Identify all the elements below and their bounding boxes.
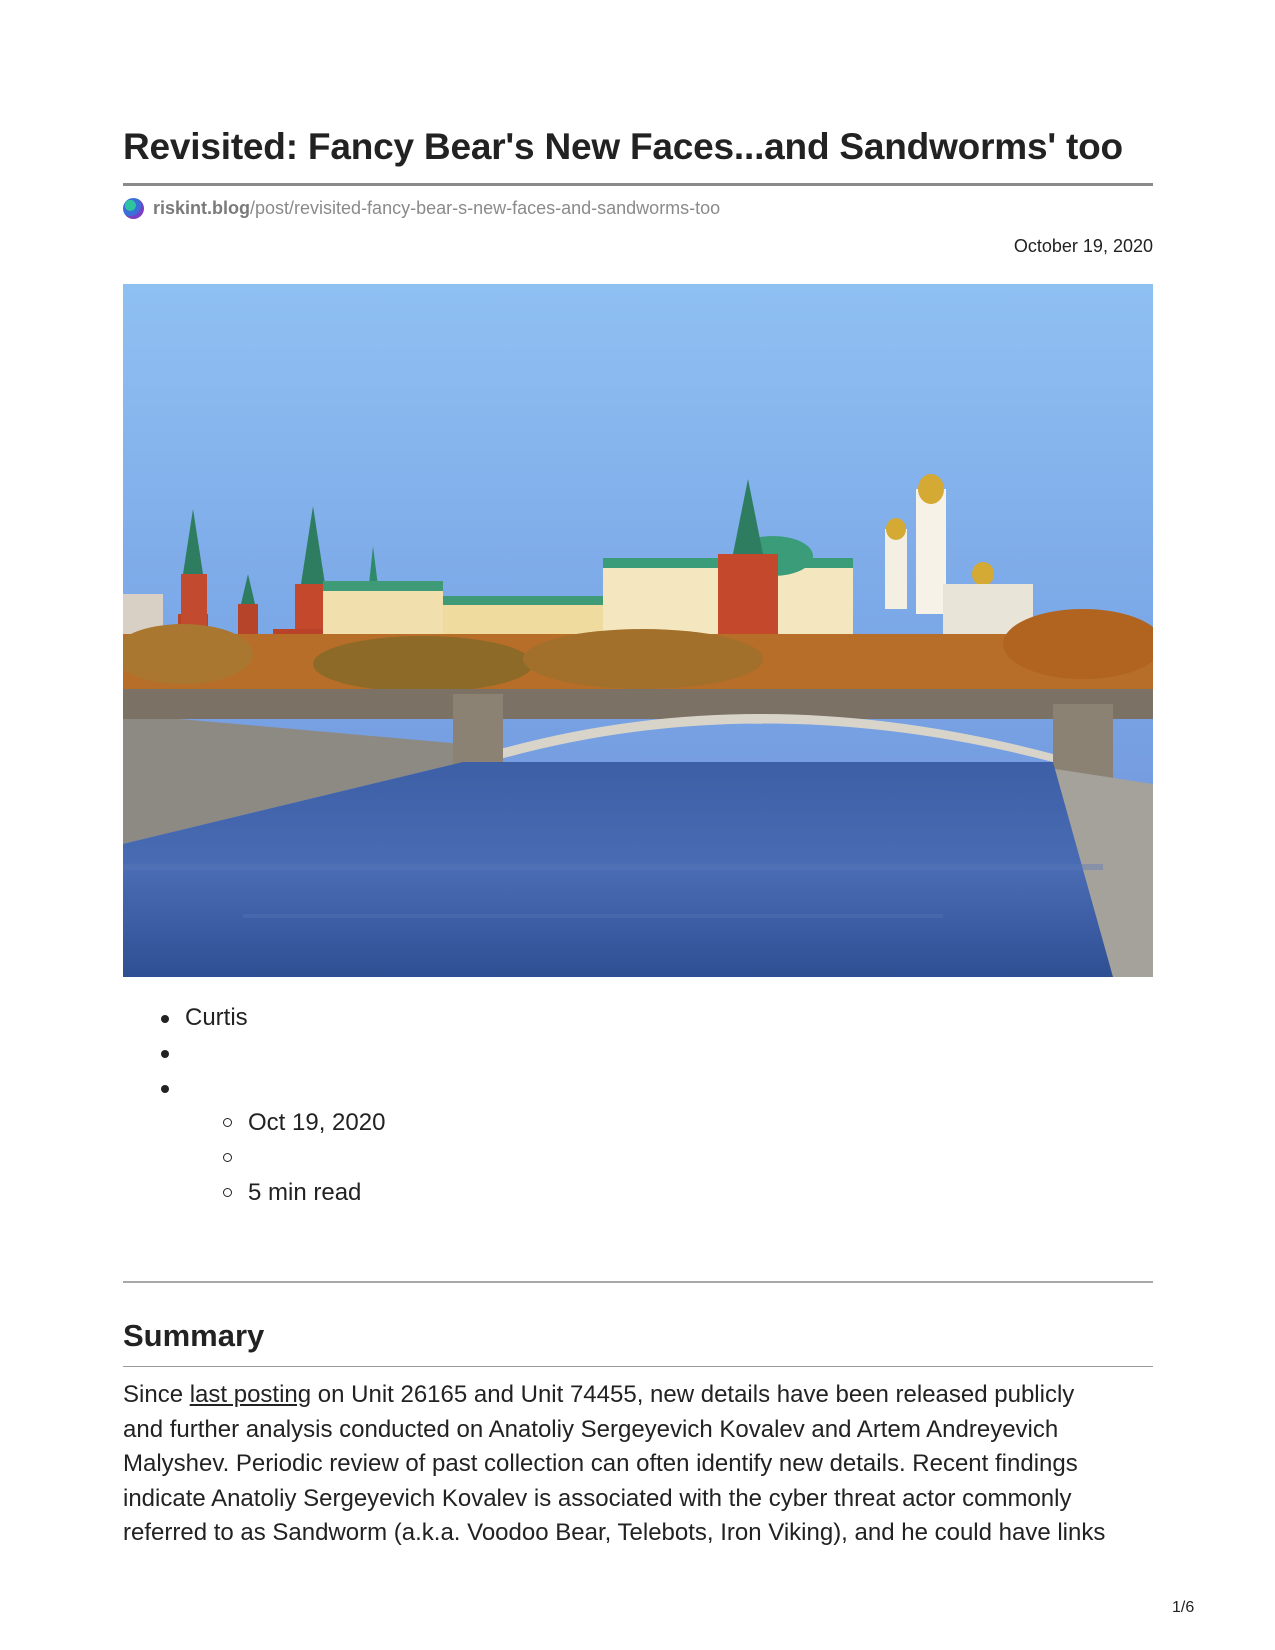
publish-date: October 19, 2020 xyxy=(1013,236,1153,256)
summary-heading-divider xyxy=(123,1366,1153,1367)
section-divider xyxy=(123,1281,1153,1283)
read-time-item: 5 min read xyxy=(123,1175,723,1210)
source-url[interactable] xyxy=(123,197,720,219)
summary-text: on Unit 26165 and Unit 74455, new details have been released publicly xyxy=(311,1381,1075,1408)
source-path[interactable]: /post/revisited-fancy-bear-s-new-faces-and-sandworms-too xyxy=(250,197,721,218)
author-item[interactable]: Curtis xyxy=(123,1000,723,1035)
meta-sub-empty xyxy=(123,1140,723,1175)
hero-image xyxy=(123,284,1153,977)
summary-text: Since xyxy=(123,1381,190,1408)
meta-sublist xyxy=(123,1105,723,1210)
summary-paragraph xyxy=(123,1378,1153,1551)
summary-line-3: Malyshev. Periodic review of past collection can often identify new details. Recent findings xyxy=(123,1450,1078,1477)
article-meta-list xyxy=(123,1000,723,1210)
site-favicon-icon xyxy=(123,198,144,219)
summary-line-2: and further analysis conducted on Anatoliy Sergeyevich Kovalev and Artem Andreyevich xyxy=(123,1415,1059,1443)
summary-line-4: indicate Anatoliy Sergeyevich Kovalev is associated with the cyber threat actor commonly xyxy=(123,1484,1072,1512)
source-domain[interactable]: riskint.blog xyxy=(153,197,251,218)
title-divider xyxy=(123,183,1153,186)
meta-bullet-group xyxy=(123,1070,723,1105)
published-date-item: Oct 19, 2020 xyxy=(123,1105,723,1140)
summary-line-1 xyxy=(123,1378,1153,1413)
meta-bullet-empty xyxy=(123,1035,723,1070)
summary-line-5: referred to as Sandworm (a.k.a. Voodoo Bear, Telebots, Iron Viking), and he could have links xyxy=(123,1519,1106,1546)
summary-heading: Summary xyxy=(123,1318,265,1353)
last-posting-link[interactable]: last posting xyxy=(189,1381,312,1408)
page-number: 1/6 xyxy=(1172,1599,1195,1616)
page-title: Revisited: Fancy Bear's New Faces...and Sandworms' too xyxy=(123,126,1123,167)
meta-sublist-wrapper xyxy=(123,1105,723,1210)
